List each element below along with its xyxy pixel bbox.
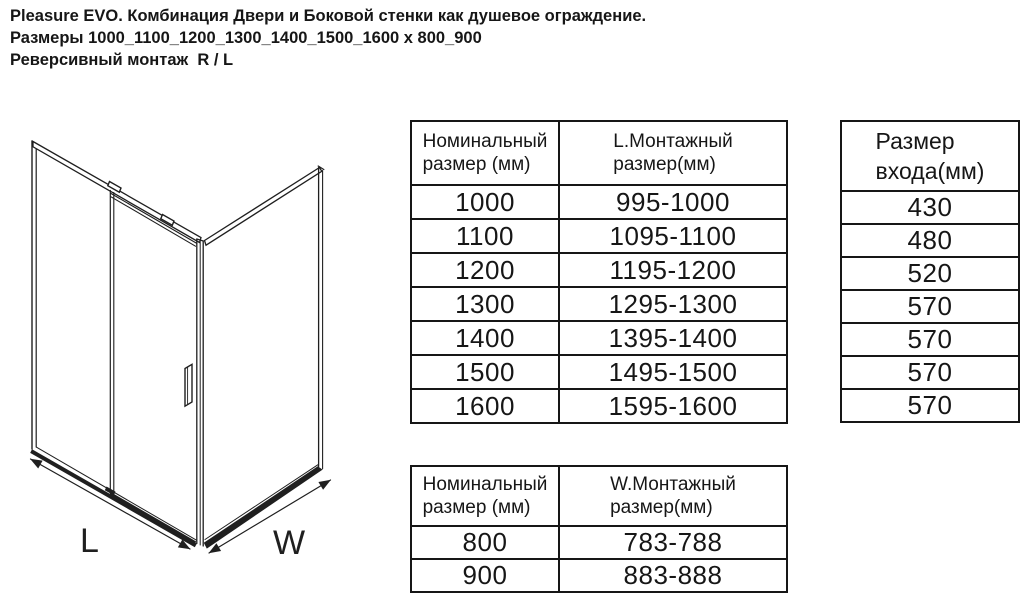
title-block	[10, 5, 646, 71]
w-mounting-size-column-header: W.Монтажный размер(мм)	[559, 466, 787, 526]
entry-size-cell: 430	[841, 191, 1019, 224]
door-panel	[30, 141, 201, 547]
mounting-size-cell: 1395-1400	[559, 321, 787, 355]
dimension-arrow-width	[209, 480, 331, 562]
table-row	[841, 389, 1019, 422]
table-row	[841, 191, 1019, 224]
corner-post	[197, 239, 203, 546]
entry-size-cell: 480	[841, 224, 1019, 257]
table-header-row	[411, 466, 787, 526]
nominal-size-cell: 900	[411, 559, 559, 592]
table-row	[411, 559, 787, 592]
table-row	[411, 253, 787, 287]
side-wall-panel	[204, 166, 324, 549]
table-row	[411, 287, 787, 321]
table-row	[411, 389, 787, 423]
title-line-product: Pleasure EVO. Комбинация Двери и Боковой стенки как душевое ограждение.	[10, 7, 647, 25]
width-dimension-label: W	[273, 524, 306, 562]
l-mounting-size-column-header: L.Монтажный размер(мм)	[559, 121, 787, 185]
entry-size-cell: 570	[841, 389, 1019, 422]
mounting-size-cell: 995-1000	[559, 185, 787, 219]
width-size-table	[410, 465, 788, 593]
mounting-size-cell: 1595-1600	[559, 389, 787, 423]
door-handle	[185, 364, 192, 406]
nominal-size-cell: 1300	[411, 287, 559, 321]
entry-size-cell: 570	[841, 290, 1019, 323]
length-dimension-label: L	[80, 522, 99, 560]
table-row	[411, 355, 787, 389]
table-row	[841, 257, 1019, 290]
title-line-sizes: Размеры 1000_1100_1200_1300_1400_1500_1600 x 800_900	[10, 29, 482, 47]
table-row	[841, 224, 1019, 257]
mounting-size-cell: 1095-1100	[559, 219, 787, 253]
entry-size-cell: 570	[841, 323, 1019, 356]
table-row	[841, 323, 1019, 356]
table-row	[411, 321, 787, 355]
entry-size-column-header: Размер входа(мм)	[841, 121, 1019, 191]
entry-size-cell: 520	[841, 257, 1019, 290]
nominal-size-column-header: Номинальный размер (мм)	[411, 121, 559, 185]
nominal-size-cell: 1400	[411, 321, 559, 355]
table-header-row	[841, 121, 1019, 191]
table-row	[841, 356, 1019, 389]
nominal-size-cell: 1600	[411, 389, 559, 423]
length-size-table	[410, 120, 788, 424]
table-row	[411, 526, 787, 559]
entry-size-table	[840, 120, 1020, 423]
table-row	[411, 185, 787, 219]
mounting-size-cell: 883-888	[559, 559, 787, 592]
nominal-size-cell: 1200	[411, 253, 559, 287]
nominal-size-cell: 1000	[411, 185, 559, 219]
nominal-size-cell: 800	[411, 526, 559, 559]
table-header-row	[411, 121, 787, 185]
mounting-size-cell: 1195-1200	[559, 253, 787, 287]
nominal-size-cell: 1100	[411, 219, 559, 253]
nominal-size-column-header: Номинальный размер (мм)	[411, 466, 559, 526]
title-line-mounting: Реверсивный монтаж R / L	[10, 51, 234, 69]
mounting-size-cell: 783-788	[559, 526, 787, 559]
mounting-size-cell: 1495-1500	[559, 355, 787, 389]
nominal-size-cell: 1500	[411, 355, 559, 389]
table-row	[411, 219, 787, 253]
entry-size-cell: 570	[841, 356, 1019, 389]
table-row	[841, 290, 1019, 323]
shower-enclosure-diagram	[0, 100, 400, 599]
mounting-size-cell: 1295-1300	[559, 287, 787, 321]
